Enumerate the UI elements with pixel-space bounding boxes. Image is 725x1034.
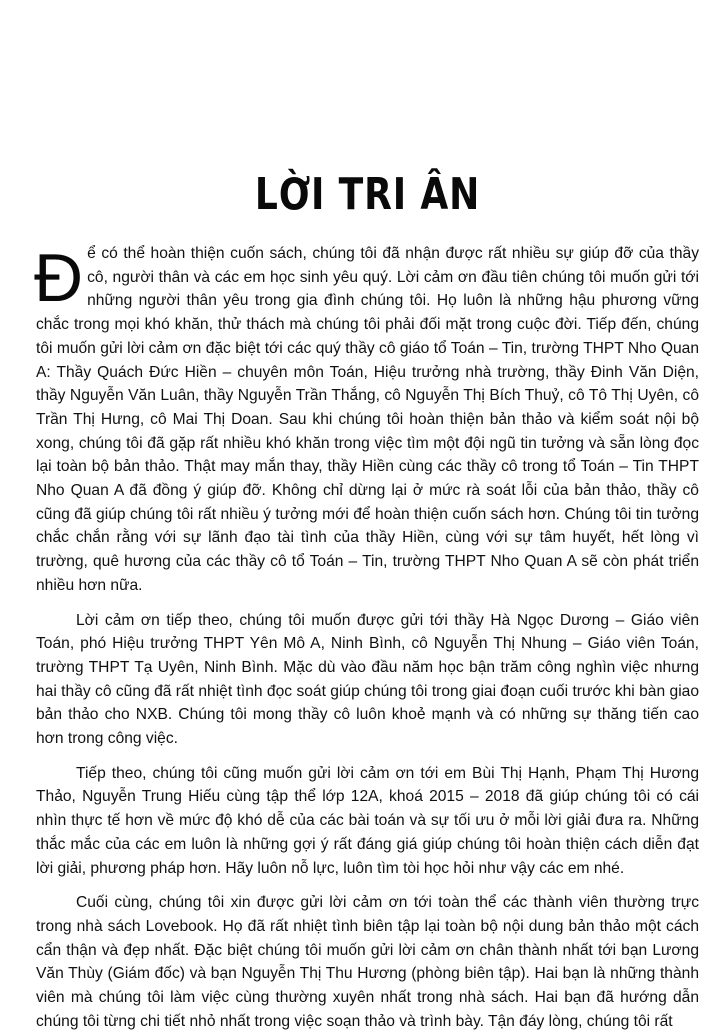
body-text bbox=[36, 242, 699, 1034]
page-title: LỜI TRI ÂN bbox=[254, 169, 481, 220]
paragraph-1-text: ể có thể hoàn thiện cuốn sách, chúng tôi đã nhận được rất nhiều sự giúp đỡ của thầy cô, người thân và các em học sinh yêu quý. Lời cảm ơn đầu tiên chúng tôi muốn gửi tới những người thân yêu trong gia đình chúng tôi. Họ luôn là những hậu phương vững chắc trong mọi khó khăn, thử thách mà chúng tôi phải đối mặt trong cuộc đời. Tiếp đến, chúng tôi muốn gửi lời cảm ơn đặc biệt tới các quý thầy cô giáo tổ Toán – Tin, trường THPT Nho Quan A: Thầy Quách Đức Hiền – chuyên môn Toán, Hiệu trưởng nhà trường, thầy Đinh Văn Diện, thầy Nguyễn Văn Luân, thầy Nguyễn Trần Thắng, cô Nguyễn Thị Bích Thuỷ, cô Tô Thị Uyên, cô Trần Thị Hưng, cô Mai Thị Doan. Sau khi chúng tôi hoàn thiện bản thảo và kiểm soát nội bộ xong, chúng tôi đã gặp rất nhiều khó khăn trong việc tìm một đội ngũ tin tưởng và sẵn lòng đọc lại toàn bộ bản thảo. Thật may mắn thay, thầy Hiền cùng các thầy cô trong tổ Toán – Tin THPT Nho Quan A đã đồng ý giúp đỡ. Không chỉ dừng lại ở mức rà soát lỗi của bản thảo, thầy cô cũng đã giúp chúng tôi rất nhiều ý tưởng mới để hoàn thiện cuốn sách hơn. Chúng tôi tin tưởng chắc chắn rằng với sự lãnh đạo tài tình của thầy Hiền, cùng với sự tâm huyết, hết lòng vì trường, quê hương của các thầy cô tổ Toán – Tin, trường THPT Nho Quan A sẽ còn phát triển nhiều hơn nữa. bbox=[36, 245, 699, 594]
paragraph-3: Tiếp theo, chúng tôi cũng muốn gửi lời cảm ơn tới em Bùi Thị Hạnh, Phạm Thị Hương Thảo, Nguyễn Trung Hiếu cùng tập thể lớp 12A, khoá 2015 – 2018 đã giúp chúng tôi có cái nhìn thực tế hơn về mức độ khó dễ của các bài toán và sự tối ưu ở mỗi lời giải đưa ra. Những thắc mắc của các em luôn là những gợi ý rất đáng giá giúp chúng tôi hoàn thiện cách diễn đạt lời giải, phương pháp hơn. Hãy luôn nỗ lực, luôn tìm tòi học hỏi như vậy các em nhé. bbox=[36, 764, 699, 877]
paragraph-4: Cuối cùng, chúng tôi xin được gửi lời cảm ơn tới toàn thể các thành viên thường trực trong nhà sách Lovebook. Họ đã rất nhiệt tình biên tập lại toàn bộ nội dung bản thảo một cách cẩn thận và đẹp nhất. Đặc biệt chúng tôi muốn gửi lời cảm ơn chân thành nhất tới bạn Lương Văn Thùy (Giám đốc) và bạn Nguyễn Thị Thu Hương (phòng biên tập). Hai bạn là những thành viên mà chúng tôi làm việc cùng thường xuyên nhất trong nhà sách. Hai bạn đã hướng dẫn chúng tôi từng chi tiết nhỏ nhất trong việc soạn thảo và trình bày. Tận đáy lòng, chúng tôi rất bbox=[36, 894, 699, 1030]
drop-cap: Đ bbox=[34, 240, 84, 316]
paragraph-1 bbox=[36, 242, 699, 598]
paragraph-2: Lời cảm ơn tiếp theo, chúng tôi muốn được gửi tới thầy Hà Ngọc Dương – Giáo viên Toán, phó Hiệu trưởng THPT Yên Mô A, Ninh Bình, cô Nguyễn Thị Nhung – Giáo viên Toán, trường THPT Tạ Uyên, Ninh Bình. Mặc dù vào đầu năm học bận trăm công nghìn việc nhưng hai thầy cô cũng đã rất nhiệt tình đọc soát giúp chúng tôi trong giai đoạn cuối trước khi bàn giao bản thảo cho NXB. Chúng tôi mong thầy cô luôn khoẻ mạnh và có những sự thăng tiến cao hơn trong công việc. bbox=[36, 611, 699, 748]
